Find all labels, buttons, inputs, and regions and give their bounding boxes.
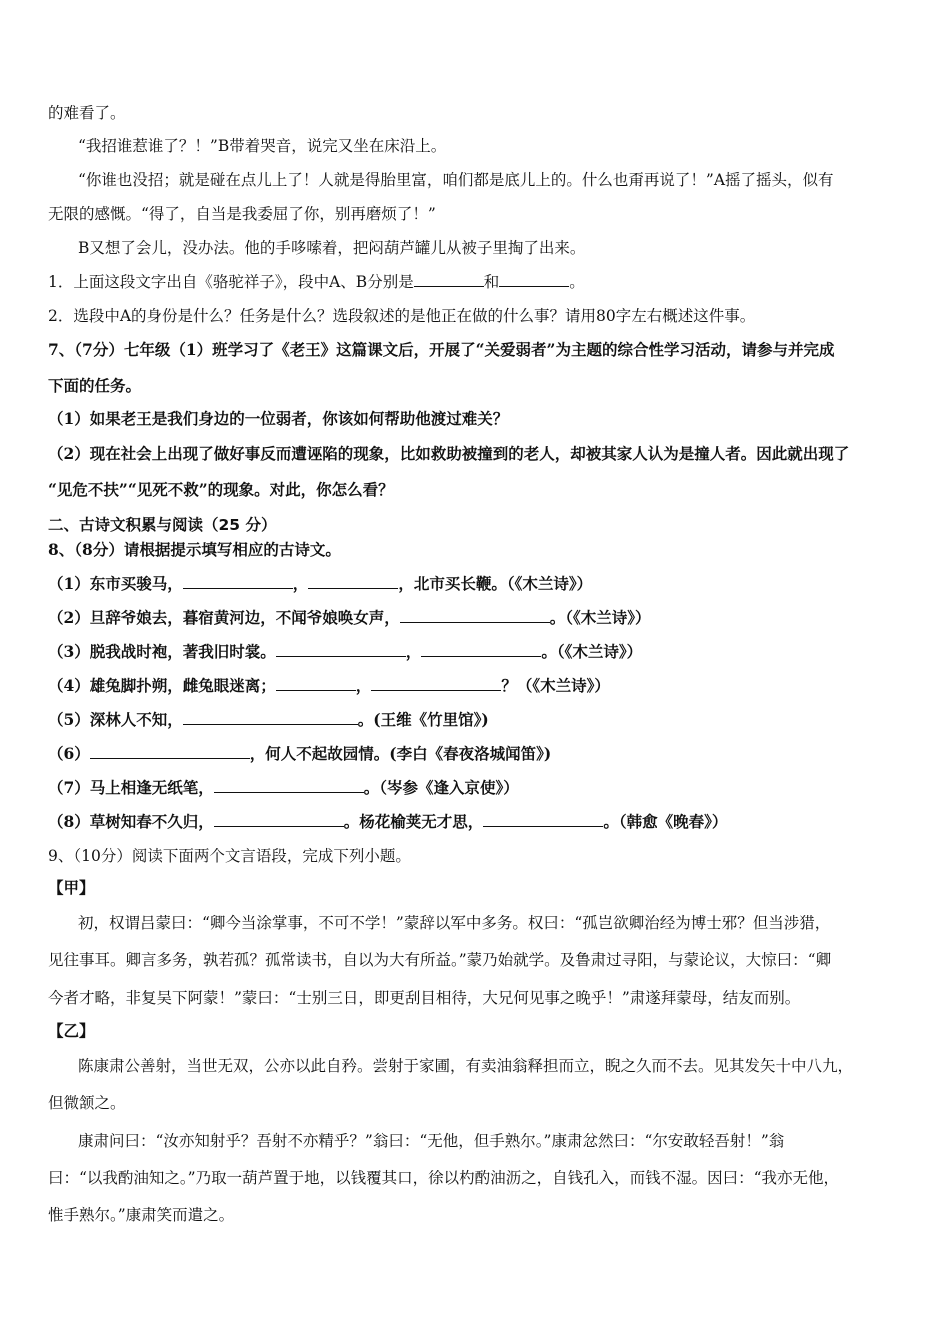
item-text: ？（《木兰诗》） [501,676,610,695]
passage-line: B又想了会儿，没办法。他的手哆嗦着，把闷葫芦罐儿从被子里掏了出来。 [78,239,586,257]
item-text: 。(王维《竹里馆》) [357,710,489,729]
answer-blank[interactable] [90,743,250,759]
item-text: 。（岑参《逢入京使》） [363,778,519,797]
classical-text-line: 见往事耳。卿言多务，孰若孤？孤常读书，自以为大有所益。”蒙乃始就学。及鲁肃过寻阳，与蒙论议，大惊曰：“卿 [48,951,832,969]
question-7-2-cont: “见危不扶”“见死不救”的现象。对此，你怎么看？ [48,480,394,499]
answer-blank[interactable] [214,777,364,793]
question-8-item-5 [48,709,489,731]
passage-label-jia: 【甲】 [48,878,95,897]
question-8-item-6 [48,743,551,765]
question-7-heading: 7、（7分）七年级（1）班学习了《老王》这篇课文后，开展了“关爱弱者”为主题的综合性学习活动，请参与并完成 [48,340,835,359]
question-text: 。 [569,273,585,291]
answer-blank[interactable] [183,573,293,589]
passage-line: 无限的感慨。“得了，自当是我委屈了你，别再磨烦了！” [48,205,436,223]
answer-blank[interactable] [421,641,541,657]
passage-label-yi: 【乙】 [48,1021,95,1040]
item-text: ， [405,642,422,661]
item-text: （7）马上相逢无纸笔， [48,778,214,797]
question-8-heading: 8、（8分）请根据提示填写相应的古诗文。 [48,540,341,559]
answer-blank[interactable] [414,271,484,287]
classical-text-line: 今者才略，非复吴下阿蒙！”蒙曰：“士别三日，即更刮目相待，大兄何见事之晚乎！”肃遂拜蒙母，结友而别。 [48,989,801,1007]
question-8-item-3 [48,641,642,663]
item-text: ，何人不起故园情。(李白《春夜洛城闻笛》) [249,744,552,763]
item-text: （1）东市买骏马， [48,574,183,593]
passage-line: 的难看了。 [48,104,126,122]
item-text: 。（《木兰诗》） [549,608,651,627]
question-9-heading: 9、（10分）阅读下面两个文言语段，完成下列小题。 [48,847,411,865]
question-8-item-8 [48,811,727,833]
section-title: 二、古诗文积累与阅读（25 分） [48,516,277,534]
passage-line: “我招谁惹谁了？！”B带着哭音，说完又坐在床沿上。 [78,137,447,155]
item-text: ， [292,574,309,593]
item-text: （8）草树知春不久归， [48,812,214,831]
passage-line: “你谁也没招；就是碰在点儿上了！人就是得胎里富，咱们都是底儿上的。什么也甭再说了！”A摇了摇头，似有 [78,171,834,189]
item-text: （6） [48,744,90,763]
answer-blank[interactable] [483,811,603,827]
classical-text-line: 惟手熟尔。”康肃笑而遣之。 [48,1206,235,1224]
item-text: 。杨花榆荚无才思， [343,812,484,831]
question-6-2: 2．选段中A的身份是什么？任务是什么？选段叙述的是他正在做的什么事？请用80字左右概述这件事。 [48,307,756,325]
item-text: 。（《木兰诗》） [541,642,643,661]
question-7-2: （2）现在社会上出现了做好事反而遭诬陷的现象，比如救助被撞到的老人，却被其家人认为是撞人者。因此就出现了 [48,444,850,463]
question-8-item-7 [48,777,519,799]
classical-text-line: 曰：“以我酌油知之。”乃取一葫芦置于地，以钱覆其口，徐以杓酌油沥之，自钱孔入，而钱不湿。因曰：“我亦无他， [48,1169,840,1187]
question-text: 1．上面这段文字出自《骆驼祥子》，段中A、B分别是 [48,273,414,291]
classical-text-line: 但微颔之。 [48,1094,126,1112]
item-text: （4）雄兔脚扑朔，雌兔眼迷离； [48,676,276,695]
item-text: ， [355,676,372,695]
item-text: （5）深林人不知， [48,710,183,729]
question-8-item-1 [48,573,592,595]
item-text: （3）脱我战时袍，著我旧时裳。 [48,642,276,661]
answer-blank[interactable] [183,709,358,725]
item-text: ，北市买长鞭。（《木兰诗》） [398,574,593,593]
question-text: 和 [483,273,500,291]
answer-blank[interactable] [214,811,344,827]
item-text: （2）旦辞爷娘去，暮宿黄河边，不闻爷娘唤女声， [48,608,400,627]
question-7-1: （1）如果老王是我们身边的一位弱者，你该如何帮助他渡过难关？ [48,409,509,428]
question-8-item-4 [48,675,610,697]
classical-text-line: 陈康肃公善射，当世无双，公亦以此自矜。尝射于家圃，有卖油翁释担而立，睨之久而不去。见其发矢十中八九， [78,1057,854,1075]
question-7-heading: 下面的任务。 [48,376,142,395]
answer-blank[interactable] [400,607,550,623]
question-6-1 [48,271,585,293]
classical-text-line: 康肃问曰：“汝亦知射乎？吾射不亦精乎？”翁曰：“无他，但手熟尔。”康肃忿然曰：“尔安敢轻吾射！”翁 [78,1132,785,1150]
question-8-item-2 [48,607,651,629]
item-text: 。（韩愈《晚春》） [603,812,728,831]
answer-blank[interactable] [371,675,501,691]
classical-text-line: 初，权谓吕蒙曰：“卿今当涂掌事，不可不学！”蒙辞以军中多务。权曰：“孤岂欲卿治经为博士邪？但当涉猎， [78,914,831,932]
answer-blank[interactable] [499,271,569,287]
answer-blank[interactable] [276,641,406,657]
answer-blank[interactable] [276,675,356,691]
answer-blank[interactable] [308,573,398,589]
